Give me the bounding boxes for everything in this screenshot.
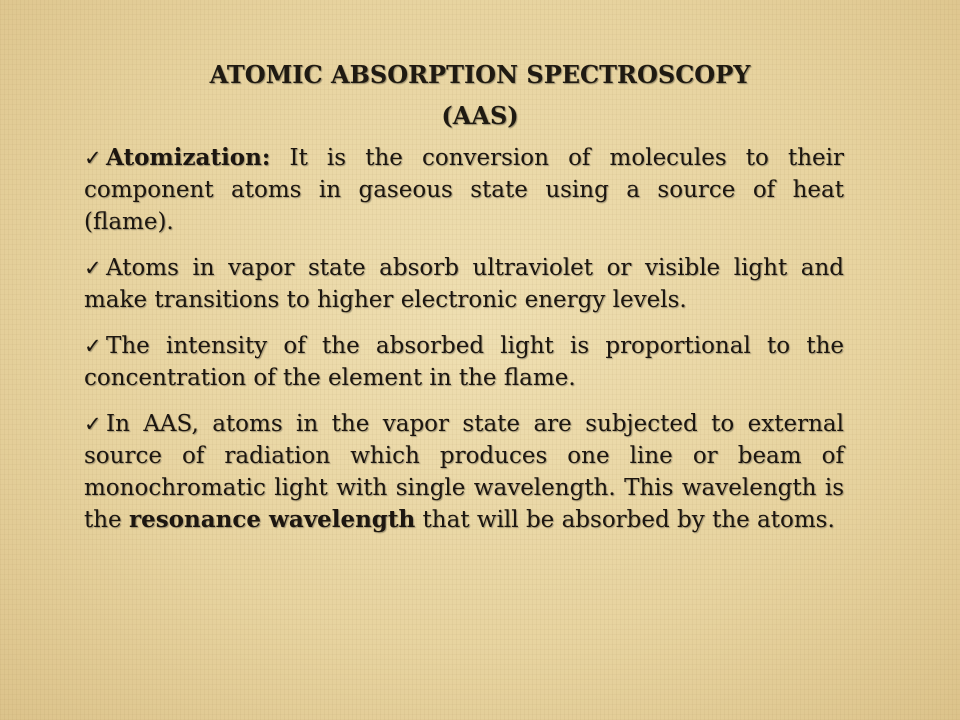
check-icon: ✓ xyxy=(84,146,102,170)
bullet-term: Atomization: xyxy=(106,144,271,171)
bullet-text: that will be absorbed by the atoms. xyxy=(415,507,835,533)
bullet-text: In AAS, atoms in the vapor state are subjected to external source of radiation which produces one line or beam of monochromatic light with single wavelength. This wavelength is the xyxy=(84,411,844,533)
slide-title: ATOMIC ABSORPTION SPECTROSCOPY xyxy=(209,60,751,89)
check-icon: ✓ xyxy=(84,256,102,280)
bullet-text: The intensity of the absorbed light is proportional to the concentration of the element in the flame. xyxy=(84,333,844,391)
check-icon: ✓ xyxy=(84,412,102,436)
bullet-text: Atoms in vapor state absorb ultraviolet or visible light and make transitions to higher electronic energy levels. xyxy=(84,255,844,313)
bullet-aas-radiation xyxy=(84,408,844,536)
bullet-term: resonance wavelength xyxy=(128,506,416,533)
bullet-vapor-absorption xyxy=(84,252,844,316)
slide-subtitle: (AAS) xyxy=(441,101,519,130)
bullet-list xyxy=(84,142,844,550)
check-icon: ✓ xyxy=(84,334,102,358)
bullet-intensity xyxy=(84,330,844,394)
bullet-atomization xyxy=(84,142,844,238)
bullet-text: It is the conversion of molecules to their component atoms in gaseous state using a source of heat (flame). xyxy=(84,145,844,235)
